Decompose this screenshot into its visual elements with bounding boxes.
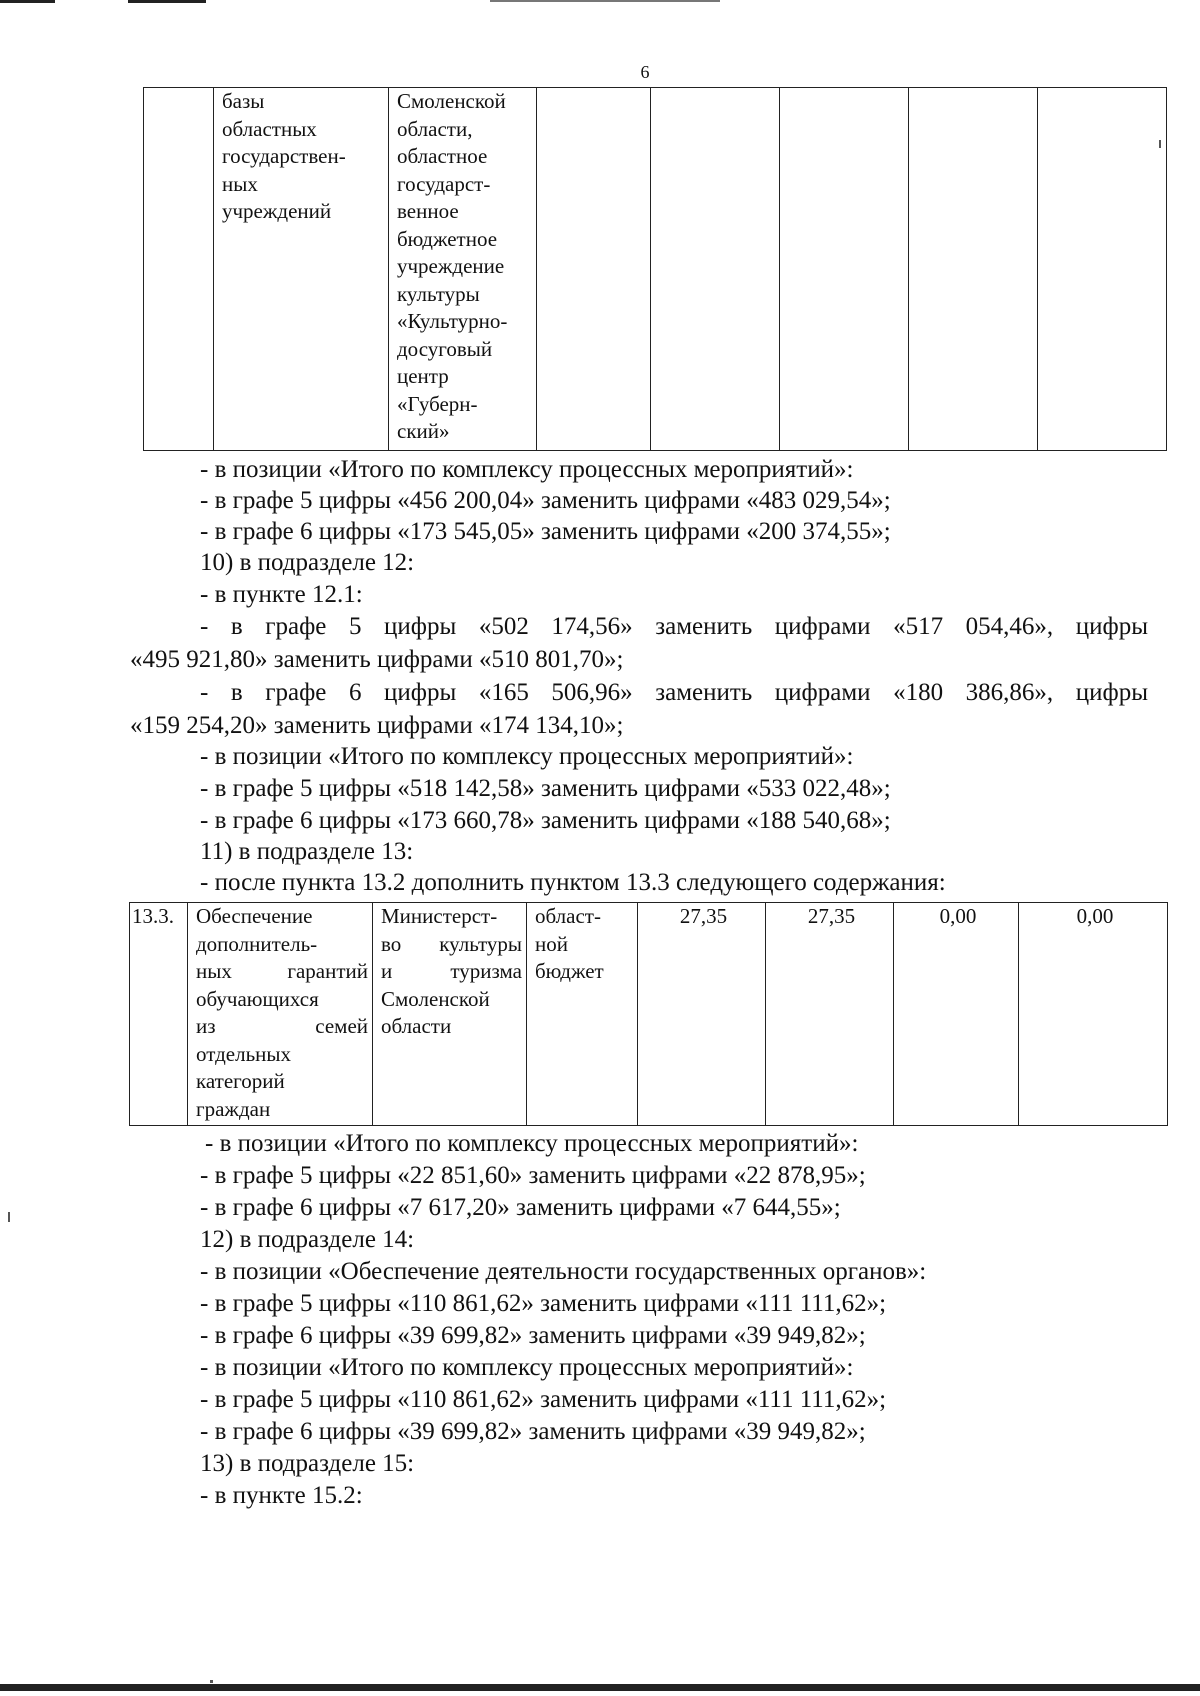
text-line: - в позиции «Итого по комплексу процессных мероприятий»: bbox=[200, 456, 854, 483]
cell-text-line: области bbox=[381, 1014, 452, 1038]
cell-text-line: из семей bbox=[196, 1014, 368, 1038]
cell-text-line: во культуры bbox=[381, 931, 522, 956]
text-line: «495 921,80» заменить цифрами «510 801,70»; bbox=[130, 646, 624, 673]
text-line: - после пункта 13.2 дополнить пунктом 13.3 следующего содержания: bbox=[200, 869, 946, 896]
cell-name bbox=[188, 903, 373, 1126]
cell-text-line: бюджетное bbox=[397, 226, 498, 251]
text-line: - в позиции «Обеспечение деятельности государственных органов»: bbox=[200, 1258, 927, 1285]
cell-text-line: учреждение bbox=[397, 254, 505, 278]
cell-executor bbox=[389, 88, 537, 451]
text-line: - в графе 6 цифры «165 506,96» заменить цифрами «180 386,86», цифры bbox=[200, 679, 1148, 706]
scan-mark-left bbox=[8, 1212, 10, 1222]
text-line: 10) в подразделе 12: bbox=[200, 549, 415, 576]
cell-text-line: бюджет bbox=[535, 959, 604, 983]
cell-text-line: базы bbox=[222, 89, 265, 113]
scan-edge-bottom bbox=[0, 1684, 1200, 1691]
cell-value-3 bbox=[909, 88, 1038, 451]
cell-text-line: досуговый bbox=[397, 336, 493, 361]
table-continuation bbox=[143, 87, 1167, 451]
cell-text-line: отдельных bbox=[196, 1041, 292, 1066]
text-line: - в графе 5 цифры «110 861,62» заменить цифрами «111 111,62»; bbox=[200, 1386, 887, 1413]
text-line: 13) в подразделе 15: bbox=[200, 1450, 415, 1477]
cell-value-4: 0,00 bbox=[1019, 903, 1168, 1126]
cell-value-2: 27,35 bbox=[766, 903, 894, 1126]
page-number: 6 bbox=[640, 62, 650, 82]
text-line: - в графе 6 цифры «173 660,78» заменить цифрами «188 540,68»; bbox=[200, 807, 891, 834]
cell-text-line: «Губерн- bbox=[397, 391, 478, 416]
cell-text-line: дополнитель- bbox=[196, 931, 318, 956]
cell-text-line: и туризма bbox=[381, 959, 522, 983]
cell-value-1 bbox=[651, 88, 780, 451]
text-line: «159 254,20» заменить цифрами «174 134,10»; bbox=[130, 712, 624, 739]
cell-name bbox=[214, 88, 389, 451]
cell-value-3: 0,00 bbox=[894, 903, 1019, 1126]
cell-text-line: ных гарантий bbox=[196, 959, 368, 983]
text-line: - в графе 6 цифры «173 545,05» заменить цифрами «200 374,55»; bbox=[200, 518, 891, 545]
scan-edge-top-left-2 bbox=[128, 0, 206, 3]
cell-text-line: ных bbox=[222, 171, 258, 196]
cell-text-line: ский» bbox=[397, 419, 450, 443]
cell-text-line: Министерст- bbox=[381, 904, 498, 928]
cell-number bbox=[144, 88, 214, 451]
text-line: - в пункте 12.1: bbox=[200, 581, 363, 608]
cell-text-line: областных bbox=[222, 116, 317, 141]
text-line: - в графе 5 цифры «22 851,60» заменить цифрами «22 878,95»; bbox=[200, 1162, 866, 1189]
cell-source bbox=[527, 903, 638, 1126]
text-line: - в графе 6 цифры «39 699,82» заменить цифрами «39 949,82»; bbox=[200, 1322, 866, 1349]
table-row bbox=[144, 88, 1167, 451]
cell-text-line: категорий bbox=[196, 1069, 285, 1093]
text-line: - в графе 5 цифры «502 174,56» заменить цифрами «517 054,46», цифры bbox=[200, 613, 1148, 640]
cell-text-line: област- bbox=[535, 904, 601, 928]
cell-value-4 bbox=[1038, 88, 1167, 451]
scan-edge-top-mid bbox=[490, 0, 720, 2]
cell-value-1: 27,35 bbox=[638, 903, 766, 1126]
text-line: 12) в подразделе 14: bbox=[200, 1226, 415, 1253]
scan-mark-bottom bbox=[210, 1680, 213, 1683]
cell-text-line: центр bbox=[397, 364, 449, 388]
scan-edge-top-left bbox=[0, 0, 55, 3]
cell-text-line: ной bbox=[535, 931, 568, 956]
cell-text-line: государствен- bbox=[222, 144, 346, 168]
cell-text-line: культуры bbox=[397, 281, 480, 306]
cell-text-line: областное bbox=[397, 144, 488, 168]
text-line: - в позиции «Итого по комплексу процессных мероприятий»: bbox=[200, 743, 854, 770]
text-line: - в позиции «Итого по комплексу процессных мероприятий»: bbox=[205, 1130, 859, 1157]
text-line: 11) в подразделе 13: bbox=[200, 838, 414, 865]
cell-value-2 bbox=[780, 88, 909, 451]
cell-text-line: Смоленской bbox=[397, 89, 506, 113]
cell-text-line: обучающихся bbox=[196, 986, 319, 1011]
text-line: - в графе 6 цифры «39 699,82» заменить цифрами «39 949,82»; bbox=[200, 1418, 866, 1445]
table-row bbox=[130, 903, 1168, 1126]
cell-source bbox=[537, 88, 651, 451]
cell-executor bbox=[373, 903, 527, 1126]
cell-number: 13.3. bbox=[130, 903, 188, 1126]
cell-text-line: венное bbox=[397, 199, 459, 223]
text-line: - в графе 5 цифры «518 142,58» заменить цифрами «533 022,48»; bbox=[200, 775, 891, 802]
cell-text-line: области, bbox=[397, 116, 473, 141]
cell-text-line: Обеспечение bbox=[196, 904, 313, 928]
cell-text-line: граждан bbox=[196, 1096, 271, 1121]
cell-text-line: «Культурно- bbox=[397, 309, 508, 333]
cell-text-line: государст- bbox=[397, 171, 491, 196]
text-line: - в пункте 15.2: bbox=[200, 1482, 363, 1509]
cell-text-line: Смоленской bbox=[381, 986, 490, 1011]
table-new-item bbox=[129, 902, 1168, 1126]
text-line: - в позиции «Итого по комплексу процессных мероприятий»: bbox=[200, 1354, 854, 1381]
cell-text-line: учреждений bbox=[222, 199, 332, 223]
text-line: - в графе 6 цифры «7 617,20» заменить цифрами «7 644,55»; bbox=[200, 1194, 841, 1221]
text-line: - в графе 5 цифры «456 200,04» заменить цифрами «483 029,54»; bbox=[200, 487, 891, 514]
text-line: - в графе 5 цифры «110 861,62» заменить цифрами «111 111,62»; bbox=[200, 1290, 887, 1317]
